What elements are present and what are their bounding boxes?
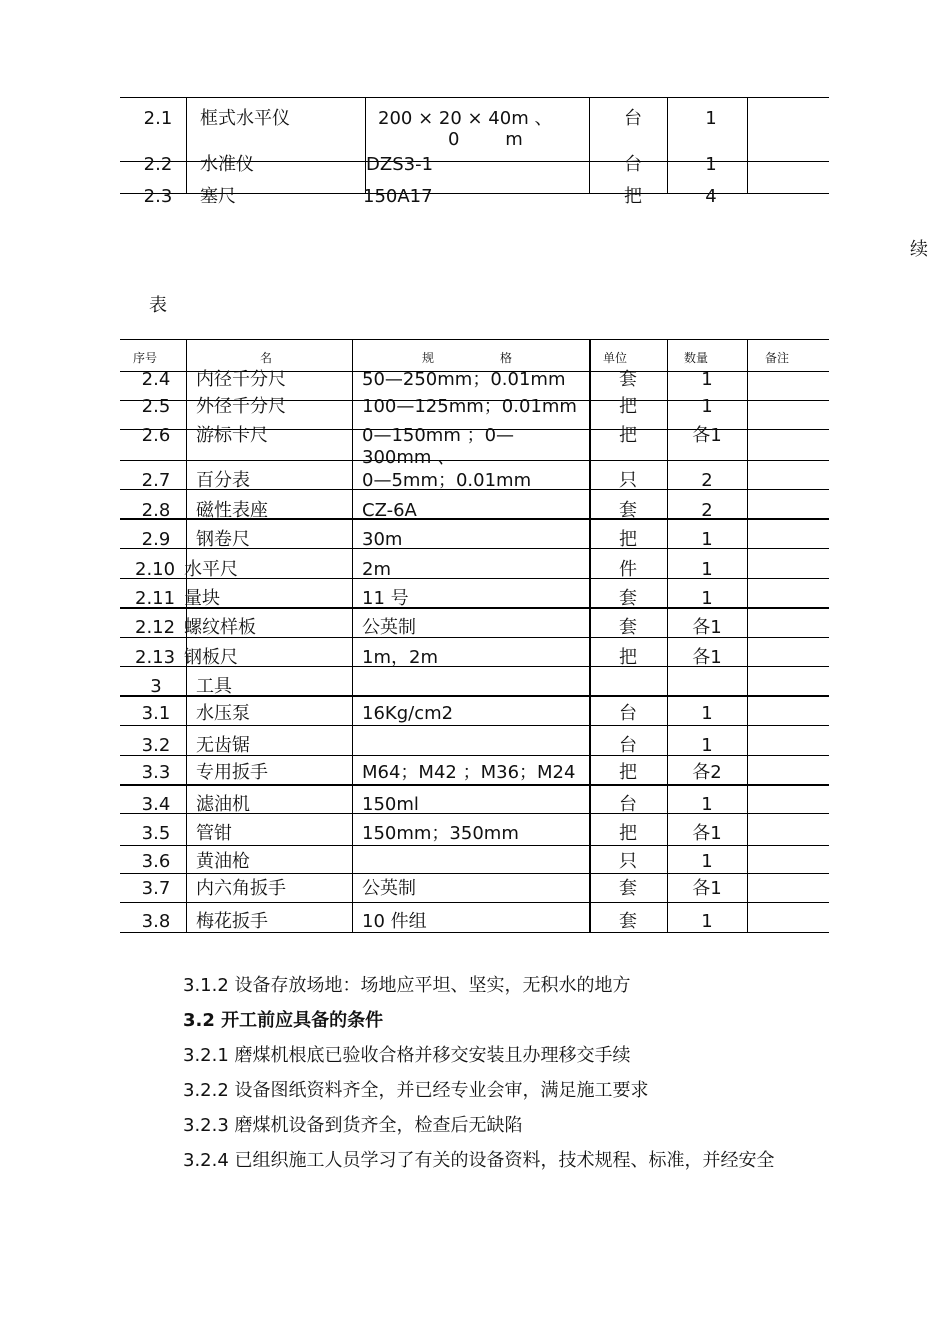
paragraph-3-1-2: 3.1.2 设备存放场地：场地应平坦、坚实，无积水的地方 <box>183 975 631 996</box>
table-rule <box>120 725 829 726</box>
row-unit: 套 <box>619 911 637 932</box>
row-qty: 1 <box>701 529 713 550</box>
row-name: 水压泵 <box>196 703 250 724</box>
table-rule <box>365 97 366 193</box>
row-spec: 公英制 <box>362 617 416 638</box>
row-name: 钢卷尺 <box>196 529 250 550</box>
row-number: 2.3 <box>143 186 173 207</box>
row-number: 3.2 <box>141 735 171 756</box>
table-rule <box>120 460 829 461</box>
row-unit: 把 <box>619 425 637 446</box>
row-name: 内径千分尺 <box>196 369 286 390</box>
row-qty: 各1 <box>692 647 722 668</box>
row-number: 2.12 <box>135 617 176 638</box>
row-spec: 150A17 <box>363 186 433 207</box>
row-qty: 1 <box>701 794 713 815</box>
paragraph-3-2-1: 3.2.1 磨煤机根底已验收合格并移交安装且办理移交手续 <box>183 1045 631 1066</box>
row-number: 3 <box>150 676 162 697</box>
row-spec: 50—250mm；0.01mm <box>362 369 566 390</box>
row-unit: 台 <box>624 154 642 175</box>
row-spec: 150ml <box>362 794 419 815</box>
row-number: 3.4 <box>141 794 171 815</box>
table-rule <box>120 902 829 903</box>
row-name: 滤油机 <box>196 794 250 815</box>
row-unit: 台 <box>619 703 637 724</box>
row-spec: 200 × 20 × 40m 、 <box>378 108 553 129</box>
row-unit: 件 <box>619 559 637 580</box>
table-rule <box>186 97 187 193</box>
row-unit: 只 <box>619 470 637 491</box>
row-unit: 台 <box>619 794 637 815</box>
row-spec: DZS3-1 <box>366 154 434 175</box>
row-name: 百分表 <box>196 470 250 491</box>
row-name: 黄油枪 <box>196 851 250 872</box>
row-number: 3.6 <box>141 851 171 872</box>
row-unit: 台 <box>619 735 637 756</box>
row-qty: 1 <box>705 108 717 129</box>
table-rule <box>747 339 748 932</box>
row-qty: 4 <box>705 186 717 207</box>
row-name: 水平尺 <box>184 559 238 580</box>
continued-label: 续 <box>910 239 928 260</box>
row-unit: 套 <box>619 500 637 521</box>
row-spec: 2m <box>362 559 391 580</box>
header-unit: 单位 <box>603 351 628 365</box>
row-spec: 100—125mm；0.01mm <box>362 396 577 417</box>
row-number: 2.7 <box>141 470 171 491</box>
row-spec: 16Kg/cm2 <box>362 703 454 724</box>
table-rule <box>120 873 829 874</box>
row-name: 内六角扳手 <box>196 878 286 899</box>
continued-label: 表 <box>149 295 167 316</box>
row-name: 游标卡尺 <box>196 425 268 446</box>
row-number: 2.8 <box>141 500 171 521</box>
header-no: 序号 <box>133 351 158 365</box>
row-qty: 2 <box>701 470 713 491</box>
row-number: 3.3 <box>141 762 171 783</box>
row-number: 3.1 <box>141 703 171 724</box>
section-heading-3-2: 3.2 开工前应具备的条件 <box>183 1010 384 1031</box>
row-qty: 1 <box>701 396 713 417</box>
row-unit: 把 <box>619 396 637 417</box>
row-unit: 套 <box>619 878 637 899</box>
row-name: 螺纹样板 <box>184 617 256 638</box>
row-spec: 公英制 <box>362 878 416 899</box>
row-unit: 套 <box>619 588 637 609</box>
table-rule <box>120 932 829 933</box>
row-qty: 1 <box>701 911 713 932</box>
row-unit: 把 <box>624 186 642 207</box>
table-rule <box>120 845 829 846</box>
row-unit: 把 <box>619 647 637 668</box>
row-number: 2.5 <box>141 396 171 417</box>
row-number: 2.2 <box>143 154 173 175</box>
row-qty: 1 <box>701 703 713 724</box>
table-rule <box>120 784 829 786</box>
row-number: 2.9 <box>141 529 171 550</box>
row-unit: 套 <box>619 617 637 638</box>
row-name: 量块 <box>184 588 220 609</box>
header-spec-a: 规 <box>422 351 435 365</box>
row-name: 外径千分尺 <box>196 396 286 417</box>
header-spec-b: 格 <box>500 351 513 365</box>
row-spec: 1m，2m <box>362 647 438 668</box>
row-unit: 把 <box>619 529 637 550</box>
header-name: 名 <box>260 351 273 365</box>
row-number: 3.5 <box>141 823 171 844</box>
row-number: 2.10 <box>135 559 176 580</box>
row-spec: M64；M42 ；M36；M24 <box>362 762 576 783</box>
row-number: 3.7 <box>141 878 171 899</box>
row-name: 框式水平仪 <box>200 108 290 129</box>
row-qty: 各1 <box>692 878 722 899</box>
header-note: 备注 <box>765 351 790 365</box>
row-qty: 1 <box>701 588 713 609</box>
header-qty: 数量 <box>684 351 709 365</box>
table-rule <box>120 339 829 340</box>
row-number: 2.13 <box>135 647 176 668</box>
row-name: 水准仪 <box>200 154 254 175</box>
paragraph-3-2-3: 3.2.3 磨煤机设备到货齐全，检查后无缺陷 <box>183 1115 523 1136</box>
row-qty: 1 <box>701 735 713 756</box>
row-spec: 150mm；350mm <box>362 823 519 844</box>
row-name: 钢板尺 <box>184 647 238 668</box>
row-spec: 0—5mm；0.01mm <box>362 470 532 491</box>
row-spec: 10 件组 <box>362 911 427 932</box>
row-name: 塞尺 <box>200 186 236 207</box>
row-name: 管钳 <box>196 823 232 844</box>
row-name: 无齿锯 <box>196 735 250 756</box>
row-spec-continued: 0 m <box>448 129 523 150</box>
row-name: 专用扳手 <box>196 762 268 783</box>
row-spec: 30m <box>362 529 403 550</box>
row-qty: 各1 <box>692 617 722 638</box>
row-name: 梅花扳手 <box>196 911 268 932</box>
row-spec: CZ-6A <box>362 500 417 521</box>
row-spec-continued: 300mm 、 <box>362 447 456 468</box>
row-number: 3.8 <box>141 911 171 932</box>
row-name: 磁性表座 <box>196 500 268 521</box>
row-number: 2.11 <box>135 588 176 609</box>
row-qty: 各1 <box>692 823 722 844</box>
row-number: 2.1 <box>143 108 173 129</box>
row-spec: 11 号 <box>362 588 409 609</box>
row-qty: 1 <box>701 851 713 872</box>
row-qty: 2 <box>701 500 713 521</box>
paragraph-3-2-4: 3.2.4 已组织施工人员学习了有关的设备资料，技术规程、标准，并经安全 <box>183 1150 775 1171</box>
row-unit: 把 <box>619 762 637 783</box>
row-qty: 各1 <box>692 425 722 446</box>
table-rule <box>352 339 353 932</box>
row-unit: 只 <box>619 851 637 872</box>
row-spec: 0—150mm ；0— <box>362 425 515 446</box>
row-qty: 1 <box>705 154 717 175</box>
row-number: 2.6 <box>141 425 171 446</box>
row-qty: 1 <box>701 369 713 390</box>
row-name: 工具 <box>196 676 232 697</box>
row-unit: 套 <box>619 369 637 390</box>
table-rule <box>120 97 829 98</box>
paragraph-3-2-2: 3.2.2 设备图纸资料齐全，并已经专业会审，满足施工要求 <box>183 1080 649 1101</box>
row-qty: 各2 <box>692 762 722 783</box>
row-unit: 把 <box>619 823 637 844</box>
row-qty: 1 <box>701 559 713 580</box>
row-unit: 台 <box>624 108 642 129</box>
row-number: 2.4 <box>141 369 171 390</box>
